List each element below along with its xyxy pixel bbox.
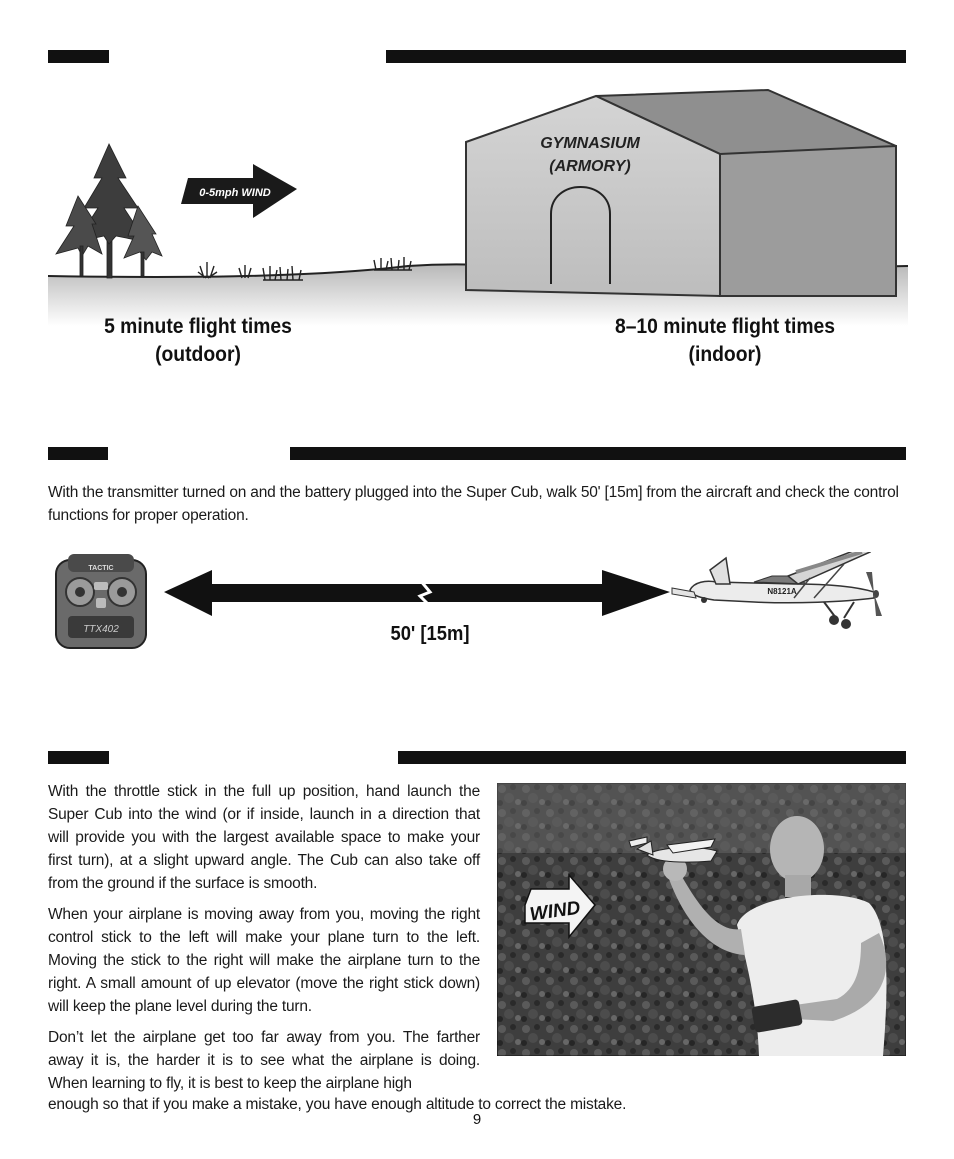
super-cub-airplane-icon bbox=[672, 552, 882, 629]
range-check-text: With the transmitter turned on and the battery plugged into the Super Cub, walk 50' [15m] from the aircraft and check the control functions for proper operation. bbox=[48, 484, 899, 524]
wind-arrow-label: 0-5mph WIND bbox=[199, 187, 271, 199]
distance-label: 50' [15m] bbox=[390, 623, 470, 645]
launch-text-column bbox=[48, 780, 480, 1103]
launch-paragraph-3: Don’t let the airplane get too far away from you. The farther away it is, the harder it is to see what the airplane is doing. When learning to fly, it is best to keep the airplane high bbox=[48, 1029, 480, 1092]
outdoor-caption-line2: (outdoor) bbox=[155, 343, 241, 366]
transmitter-brand-text: TACTIC bbox=[88, 565, 114, 572]
wind-arrow-icon bbox=[181, 164, 297, 218]
photo-wind-label: WIND bbox=[528, 897, 582, 926]
indoor-caption bbox=[601, 313, 849, 369]
section2-header-bar-right bbox=[290, 447, 906, 460]
section1-header-bar-left bbox=[48, 50, 109, 63]
launch-paragraph-1: With the throttle stick in the full up position, hand launch the Super Cub into the wind (or if inside, launch in a direction that will provide you with the largest available space to make your first turn), at a slight upward angle. The Cub can also take off from the ground if the surface is smooth. bbox=[48, 783, 480, 892]
outdoor-caption-line1: 5 minute flight times bbox=[104, 315, 292, 338]
transmitter-model-text: TTX402 bbox=[83, 624, 119, 635]
outdoor-caption bbox=[88, 313, 309, 369]
section1-header-bar-right bbox=[386, 50, 906, 63]
gymnasium-building bbox=[466, 90, 896, 296]
launch-paragraph-3-last-line: enough so that if you make a mistake, you have enough altitude to correct the mistake. bbox=[48, 1096, 627, 1113]
indoor-caption-line2: (indoor) bbox=[688, 343, 762, 366]
section3-header-bar-right bbox=[398, 751, 906, 764]
distance-arrow-icon bbox=[164, 570, 670, 616]
building-label-line2: (ARMORY) bbox=[549, 158, 631, 175]
transmitter-icon bbox=[56, 554, 146, 648]
flying-site-illustration bbox=[48, 86, 908, 326]
section3-header-bar-left bbox=[48, 751, 109, 764]
building-label-line1: GYMNASIUM bbox=[540, 135, 640, 152]
page-number: 9 bbox=[472, 1111, 482, 1128]
indoor-caption-line1: 8–10 minute flight times bbox=[614, 315, 836, 338]
tree-icon bbox=[56, 144, 162, 278]
hand-launch-photo bbox=[497, 783, 906, 1056]
launch-paragraph-2: When your airplane is moving away from you, moving the right control stick to the left will make your plane turn to the left. Moving the stick to the right will make the airplane turn to the right. A small amount of up elevator (move the right stick down) will keep the plane level during the turn. bbox=[48, 906, 480, 1015]
airplane-registration-text: N8121A bbox=[767, 587, 797, 596]
section2-header-bar-left bbox=[48, 447, 108, 460]
